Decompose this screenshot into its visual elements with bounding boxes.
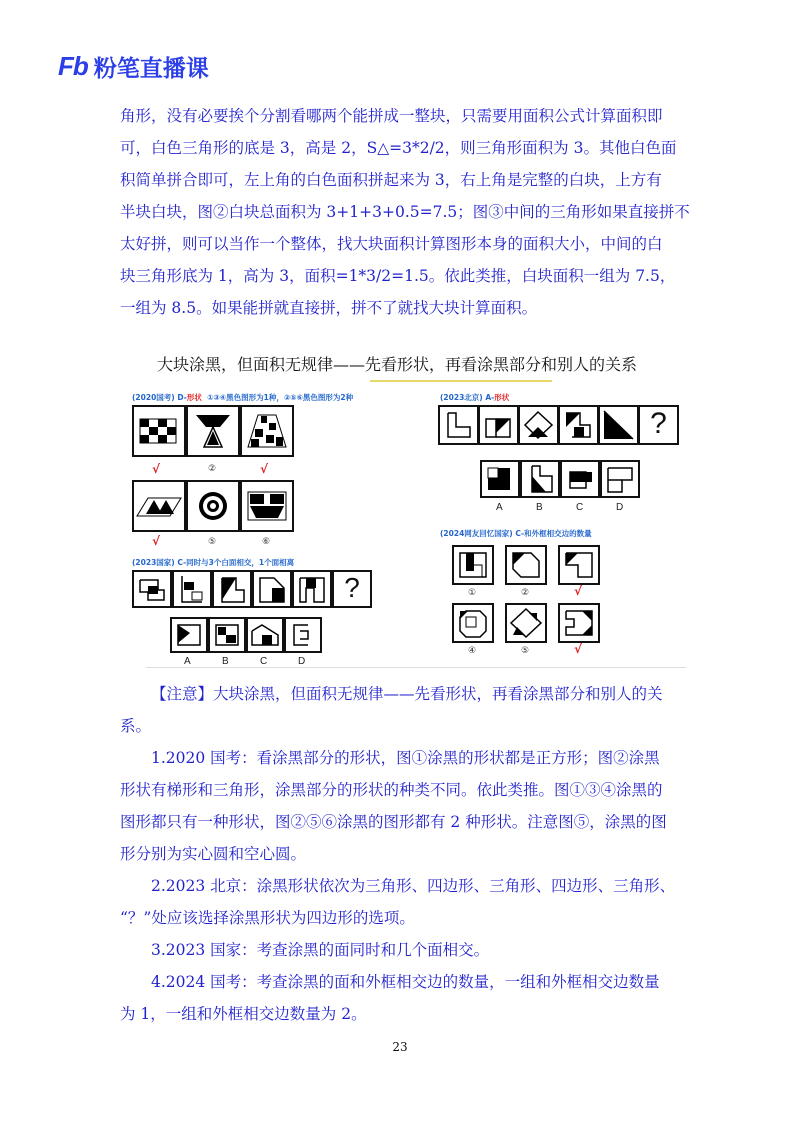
option-label-c: C: [260, 656, 268, 667]
logo-mark: Fb: [58, 51, 88, 81]
answer-check: √: [574, 584, 583, 598]
text-line: 可，白色三角形的底是 3，高是 2，S△=3*2/2，则三角形面积为 3。其他白色面: [120, 139, 677, 157]
panel2-figure-5: [598, 405, 639, 445]
page-number: 23: [392, 1040, 408, 1054]
option-label-a: A: [184, 656, 191, 667]
option-label-a: A: [496, 502, 503, 513]
panel2-option-c: [560, 460, 600, 498]
panel4-figure-4: [452, 603, 494, 643]
panel2-figure-4: [558, 405, 599, 445]
note-keyword: 注意: [166, 685, 198, 703]
panel1-figure-3: [240, 405, 294, 457]
panel3-figure-3: [212, 570, 252, 608]
figure-number: ④: [468, 646, 477, 656]
note-item-3-line: 3.2023 国家：考查涂黑的面同时和几个面相交。: [151, 941, 490, 959]
panel1-label-answer: 形状: [186, 393, 202, 402]
option-label-d: D: [616, 502, 624, 513]
figure-divider: [146, 667, 686, 668]
panel2-option-b: [520, 460, 560, 498]
option-label-d: D: [298, 656, 306, 667]
text-line: 半块白块，图②白块总面积为 3+1+3+0.5=7.5；图③中间的三角形如果直接拼不: [120, 203, 690, 221]
panel3-figure-4: [252, 570, 292, 608]
note-item-4-line: 为 1，一组和外框相交边数量为 2。: [120, 1005, 367, 1023]
text-line: 角形，没有必要挨个分割看哪两个能拼成一整块，只需要用面积公式计算面积即: [120, 107, 663, 125]
panel2-question: [638, 405, 679, 445]
figure-number: ②: [521, 588, 530, 598]
panel1-figure-6: [240, 480, 294, 532]
panel2-figure-2: [478, 405, 519, 445]
panel2-label-answer: 形状: [494, 393, 510, 402]
panel3-label: (2023国家) C-同时与3个白面相交，1个面相离: [132, 558, 295, 567]
panel2-option-a: [480, 460, 520, 498]
note-item-1-line: 形状有梯形和三角形，涂黑部分的形状的种类不同。依此类推。图①③④涂黑的: [120, 781, 663, 799]
panel4-figure-1: [452, 545, 494, 585]
question-mark: ?: [344, 572, 360, 603]
panel2-figure-1: [438, 405, 479, 445]
panel2-label-source: (2023北京) A-: [440, 393, 495, 402]
note-item-1-line: 1.2020 国考：看涂黑部分的形状，图①涂黑的形状都是正方形；图②涂黑: [151, 749, 660, 767]
note-item-4-line: 4.2024 国考：考查涂黑的面和外框相交边的数量，一组和外框相交边数量: [151, 973, 660, 991]
figure-number: ⑥: [262, 537, 271, 547]
note-intro: [120, 678, 690, 710]
panel1-label: [132, 392, 353, 403]
panel3-figure-5: [292, 570, 332, 608]
text-line: 一组为 8.5。如果能拼就直接拼，拼不了就找大块计算面积。: [120, 299, 538, 317]
panel4-figure-2: [505, 545, 547, 585]
question-mark: ?: [650, 407, 667, 440]
panel1-label-note: ①③④黑色图形为1种，②⑤⑥黑色图形为2种: [207, 393, 354, 402]
answer-check: √: [152, 462, 161, 476]
note-item-1-line: 形分别为实心圆和空心圆。: [120, 845, 307, 863]
option-label-b: B: [222, 656, 229, 667]
option-label-c: C: [576, 502, 584, 513]
figure-number: ⑤: [208, 537, 217, 547]
logo-text: 粉笔直播课: [93, 56, 209, 82]
answer-check: √: [574, 642, 583, 656]
text-line: 积简单拼合即可，左上角的白色面积拼起来为 3，右上角是完整的白块，上方有: [120, 171, 662, 189]
panel2-figure-3: [518, 405, 559, 445]
note-item-1-line: 图形都只有一种形状，图②⑤⑥涂黑的图形都有 2 种形状。注意图⑤，涂黑的图: [120, 813, 667, 831]
panel4-label: (2024网友回忆国家) C-和外框相交边的数量: [440, 529, 592, 538]
text-line: 太好拼，则可以当作一个整体，找大块面积计算图形本身的面积大小，中间的白: [120, 235, 663, 253]
panel3-figure-1: [132, 570, 172, 608]
panel3-option-b: [208, 617, 246, 653]
note-item-2-line: “？”处应该选择涂黑形状为四边形的选项。: [120, 909, 415, 927]
section-heading: 大块涂黑，但面积无规律——先看形状，再看涂黑部分和别人的关系: [157, 355, 638, 374]
panel1-figure-4: [132, 480, 186, 532]
panel1-figure-5: [186, 480, 240, 532]
panel1-label-source: (2020国考) D-: [132, 393, 187, 402]
panel3-option-a: [170, 617, 208, 653]
panel3-option-c: [246, 617, 284, 653]
panel4-figure-5: [505, 603, 547, 643]
panel3-figure-2: [172, 570, 212, 608]
panel1-figure-1: [132, 405, 186, 457]
text-line: 块三角形底为 1，高为 3，面积=1*3/2=1.5。依此类推，白块面积一组为 7.5，: [120, 267, 676, 285]
panel1-figure-2: [186, 405, 240, 457]
answer-check: √: [260, 462, 269, 476]
note-bracket-open: 【: [151, 685, 167, 703]
figure-number: ⑤: [521, 646, 530, 656]
panel2-option-d: [600, 460, 640, 498]
panel3-question: [332, 570, 372, 608]
answer-check: √: [152, 534, 161, 548]
panel2-label: [440, 392, 509, 403]
panel3-option-d: [284, 617, 322, 653]
note-section: [120, 678, 690, 1030]
panel4-figure-6: [558, 603, 600, 643]
figure-number: ①: [468, 588, 477, 598]
option-label-b: B: [536, 502, 543, 513]
panel4-figure-3: [558, 545, 600, 585]
note-intro-cont: 系。: [120, 717, 152, 735]
note-item-2-line: 2.2023 北京：涂黑形状依次为三角形、四边形、三角形、四边形、三角形、: [151, 877, 676, 895]
note-intro-text: 大块涂黑，但面积无规律——先看形状，再看涂黑部分和别人的关: [213, 685, 663, 703]
figure-number: ②: [208, 464, 217, 474]
note-bracket-close: 】: [197, 685, 214, 703]
